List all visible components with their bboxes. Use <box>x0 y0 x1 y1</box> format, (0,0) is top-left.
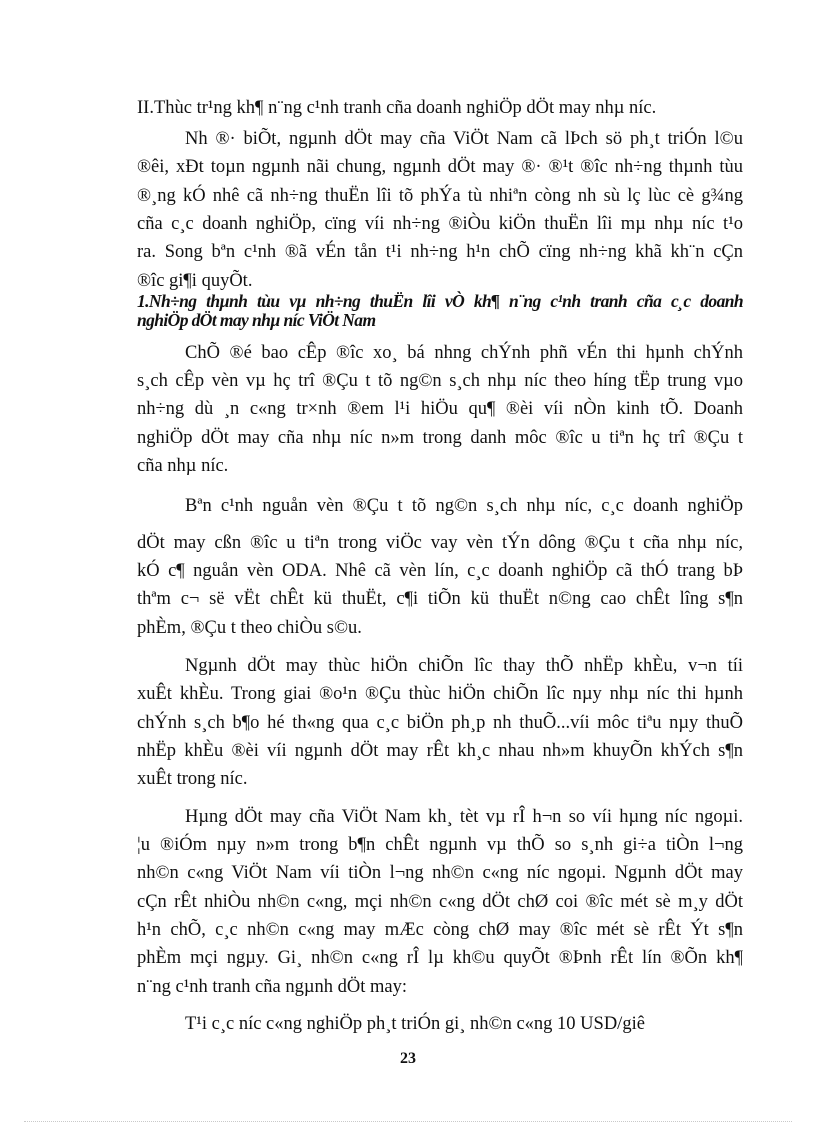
paragraph-line: ®êi, xÐt toµn ngµnh nãi chung, ngµnh dÖt may ®· ®¹t ®îc nh÷ng thµnh tùu <box>137 157 743 177</box>
page-bottom-rule <box>24 1121 792 1122</box>
paragraph-line: nh÷ng dù ¸n c«ng tr×nh ®em l¹i hiÖu qu¶ ®èi víi nÒn kinh tÕ. Doanh <box>137 399 743 419</box>
paragraph-line: xuÊt trong níc. <box>137 769 248 789</box>
paragraph-line: Hµng dÖt may cña ViÖt Nam kh¸ tèt vµ rÎ h¬n so víi hµng níc ngoµi. <box>185 807 743 827</box>
paragraph-line: chÝnh s¸ch b¶o hé th«ng qua c¸c biÖn ph¸p nh thuÕ...víi môc tiªu nµy thuÕ <box>137 713 743 733</box>
page-number: 23 <box>400 1050 416 1067</box>
paragraph-line: kÓ c¶ nguån vèn ODA. Nhê cã vèn lín, c¸c doanh nghiÖp cã thÓ trang bÞ <box>137 561 743 581</box>
section-title: II.Thùc tr¹ng kh¶ n¨ng c¹nh tranh cña doanh nghiÖp dÖt may nhµ níc. <box>137 98 657 118</box>
paragraph-line: ®îc gi¶i quyÕt. <box>137 271 253 291</box>
paragraph-line: thªm c¬ së vËt chÊt kü thuËt, c¶i tiÕn kü thuËt n©ng cao chÊt lîng s¶n <box>137 589 743 609</box>
paragraph-line: cña c¸c doanh nghiÖp, cïng víi nh÷ng ®iÒu kiÖn thuËn lîi mµ nhµ níc t¹o <box>137 214 743 234</box>
paragraph-line: ®¸ng kÓ nhê cã nh÷ng thuËn lîi tõ phÝa tù nhiªn còng nh sù lç lùc cè g¾ng <box>137 186 743 206</box>
paragraph-line: T¹i c¸c níc c«ng nghiÖp ph¸t triÓn gi¸ nh©n c«ng 10 USD/giê <box>185 1014 645 1034</box>
paragraph-line: Nh ®· biÕt, ngµnh dÖt may cña ViÖt Nam cã lÞch sö ph¸t triÓn l©u <box>185 129 743 149</box>
paragraph-line: h¹n chÕ, c¸c nh©n c«ng may mÆc còng chØ may ®îc mét sè rÊt Ýt s¶n <box>137 920 743 940</box>
paragraph-line: ¦u ®iÓm nµy n»m trong b¶n chÊt ngµnh vµ thÕ so s¸nh gi÷a tiÒn l¬ng <box>137 835 743 855</box>
paragraph-line: ChÕ ®é bao cÊp ®îc xo¸ bá nhng chÝnh phñ vÉn thi hµnh chÝnh <box>185 343 743 363</box>
heading-line: nghiÖp dÖt may nhµ níc ViÖt Nam <box>137 310 376 330</box>
paragraph-line: s¸ch cÊp vèn vµ hç trî ®Çu t tõ ng©n s¸ch nhµ níc theo híng tËp trung vµo <box>137 371 743 391</box>
paragraph-line: phÈm, ®Çu t theo chiÒu s©u. <box>137 618 362 638</box>
paragraph-line: cÇn rÊt nhiÒu nh©n c«ng, mçi nh©n c«ng dÖt chØ coi ®îc mét sè m¸y dÖt <box>137 892 743 912</box>
paragraph-line: Bªn c¹nh nguån vèn ®Çu t tõ ng©n s¸ch nhµ níc, c¸c doanh nghiÖp <box>185 496 743 516</box>
paragraph-line: dÖt may cßn ®îc u tiªn trong viÖc vay vèn tÝn dông ®Çu t cña nhµ níc, <box>137 533 743 553</box>
heading-line: 1.Nh÷ng thµnh tùu vµ nh÷ng thuËn lîi vÒ kh¶ n¨ng c¹nh tranh cña c¸c doanh <box>137 291 743 311</box>
paragraph-line: phÈm mçi ngµy. Gi¸ nh©n c«ng rÎ lµ kh©u quyÕt ®Þnh rÊt lín ®Õn kh¶ <box>137 948 743 968</box>
paragraph-line: nghiÖp dÖt may cña nhµ níc n»m trong danh môc ®îc u tiªn hç trî ®Çu t <box>137 428 743 448</box>
paragraph-line: n¨ng c¹nh tranh cña ngµnh dÖt may: <box>137 977 408 997</box>
paragraph-line: nh©n c«ng ViÖt Nam víi tiÒn l¬ng nh©n c«ng níc ngoµi. Ngµnh dÖt may <box>137 863 743 883</box>
paragraph-line: nhËp khÈu ®èi víi ngµnh dÖt may rÊt kh¸c nhau nh»m khuyÕn khÝch s¶n <box>137 741 743 761</box>
paragraph-line: ra. Song bªn c¹nh ®ã vÉn tån t¹i nh÷ng h¹n chÕ cïng nh÷ng khã kh¨n cÇn <box>137 242 743 262</box>
paragraph-line: cña nhµ níc. <box>137 456 229 476</box>
paragraph-line: Ngµnh dÖt may thùc hiÖn chiÕn lîc thay thÕ nhËp khÈu, v¬n tíi <box>185 656 743 676</box>
paragraph-line: xuÊt khÈu. Trong giai ®o¹n ®Çu thùc hiÖn chiÕn lîc nµy nhµ níc thi hµnh <box>137 684 743 704</box>
